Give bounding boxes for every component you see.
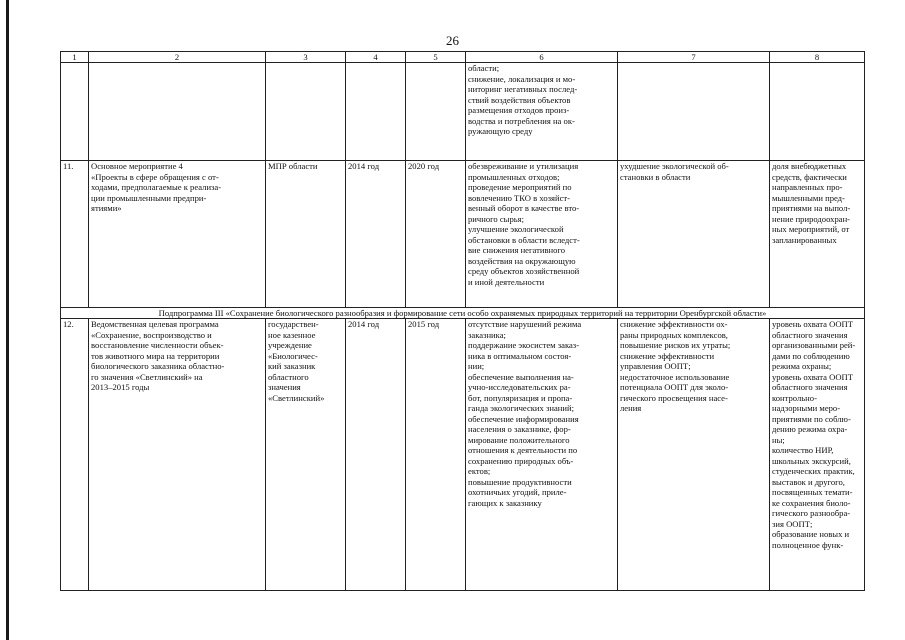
program-table	[60, 51, 865, 591]
column-header: 7	[618, 52, 770, 63]
column-header: 6	[466, 52, 618, 63]
column-header: 1	[61, 52, 89, 63]
column-header: 2	[89, 52, 266, 63]
target-indicators: уровень охвата ООПТ областного значения организованными рей- дами по соблюдению режима охраны; уровень охвата ООПТ областного значения контрольно- надзорными меро- приятиями по соблю- дению режима охра- ны; количество НИР, школьных экскурсий, студенческих практик, выставок и другого, посвященных темати- ке сохранения биоло- гического разнообра- зия ООПТ; образование новых и полноценное функ-	[770, 319, 865, 591]
row-number: 11.	[61, 161, 89, 308]
non-implementation-consequences	[618, 63, 770, 161]
page-number: 26	[446, 33, 459, 48]
start-year	[346, 63, 406, 161]
table-row	[61, 63, 865, 161]
row-number: 12.	[61, 319, 89, 591]
subprogram-row	[61, 308, 865, 319]
column-number-row	[61, 52, 865, 63]
column-header: 5	[406, 52, 466, 63]
non-implementation-consequences: ухудшение экологической об- становки в области	[618, 161, 770, 308]
end-year	[406, 63, 466, 161]
column-header: 8	[770, 52, 865, 63]
row-number	[61, 63, 89, 161]
subprogram-title: Подпрограмма III «Сохранение биологического разнообразия и формирование сети особо охраняемых природных территорий на территории Оренбургской области»	[61, 308, 865, 319]
table-row	[61, 161, 865, 308]
expected-result: обезвреживание и утилизация промышленных отходов; проведение мероприятий по вовлечению ТКО в хозяйст- венный оборот в качестве вто- ричного сырья; улучшение экологической обстановки в области вследст- вие снижения негативного воздействия на окружающую среду объектов хозяйственной и иной деятельности	[466, 161, 618, 308]
end-year: 2015 год	[406, 319, 466, 591]
binding-edge-line	[6, 0, 9, 640]
column-header: 3	[266, 52, 346, 63]
table-row	[61, 319, 865, 591]
target-indicators: доля внебюджетных средств, фактически направленных про- мышленными пред- приятиями на выпол- нение природоохран- ных мероприятий, от запланированных	[770, 161, 865, 308]
executor: МПР области	[266, 161, 346, 308]
measure-name: Основное мероприятие 4 «Проекты в сфере обращения с от- ходами, предполагаемые к реализа- ции промышленными предпри- ятиями»	[89, 161, 266, 308]
start-year: 2014 год	[346, 161, 406, 308]
column-header: 4	[346, 52, 406, 63]
executor: государствен- ное казенное учреждение «Биологичес- кий заказник областного значения «Светлинский»	[266, 319, 346, 591]
target-indicators	[770, 63, 865, 161]
start-year: 2014 год	[346, 319, 406, 591]
executor	[266, 63, 346, 161]
measure-name: Ведомственная целевая программа «Сохранение, воспроизводство и восстановление численности объек- тов животного мира на территории биологического заказника областно- го значения «Светлинский» на 2013–2015 годы	[89, 319, 266, 591]
end-year: 2020 год	[406, 161, 466, 308]
expected-result: отсутствие нарушений режима заказника; поддержание экосистем заказ- ника в оптимальном состоя- нии; обеспечение выполнения на- учно-исследовательских ра- бот, популяризация и пропа- ганда экологических знаний; обеспечение информирования населения о заказнике, фор- мирование положительного отношения к деятельности по сохранению природных объ- ектов; повышение продуктивности охотничьих угодий, приле- гающих к заказнику	[466, 319, 618, 591]
non-implementation-consequences: снижение эффективности ох- раны природных комплексов, повышение рисков их утраты; снижение эффективности управления ООПТ; недостаточное использование потенциала ООПТ для эколо- гического просвещения насе- ления	[618, 319, 770, 591]
measure-name	[89, 63, 266, 161]
expected-result: области; снижение, локализация и мо- ниторинг негативных послед- ствий воздействия объектов размещения отходов произ- водства и потребления на ок- ружающую среду	[466, 63, 618, 161]
